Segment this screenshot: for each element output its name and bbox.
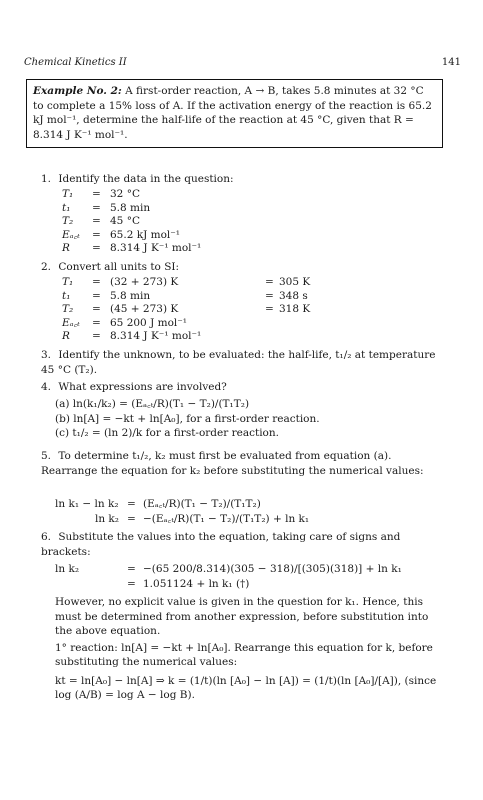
equation-rhs: (Eₐ꜀ₜ/R)(T₁ − T₂)/(T₁T₂) bbox=[143, 498, 261, 510]
equation-lhs: ln k₂ bbox=[94, 512, 119, 525]
symbol: Eₐ꜀ₜ bbox=[62, 316, 80, 329]
value: 65.2 kJ mol⁻¹ bbox=[110, 228, 181, 241]
equals: = bbox=[92, 228, 101, 241]
equals: = bbox=[265, 276, 274, 288]
example-text: A first-order reaction, A → B, takes 5.8 minutes at 32 °C to complete a 15% loss of A. If the activation energy of the reaction is 65.2 kJ mol⁻¹, determine the half-life of the reaction at 45 °C, given that R = 8.314 J K⁻¹ mol⁻¹. bbox=[33, 85, 432, 141]
result: 318 K bbox=[279, 303, 311, 315]
example-label: Example No. 2: bbox=[33, 85, 122, 97]
rearranged-equations bbox=[55, 497, 447, 526]
data-row bbox=[62, 290, 349, 304]
example-box bbox=[26, 79, 443, 148]
data-row bbox=[62, 229, 265, 243]
value: 65 200 J mol⁻¹ bbox=[110, 316, 188, 329]
symbol: R bbox=[62, 242, 70, 254]
value: (32 + 273) K bbox=[110, 276, 179, 288]
data-row bbox=[62, 303, 349, 317]
equation-row bbox=[55, 497, 447, 512]
result: 305 K bbox=[279, 276, 311, 288]
symbol: T₁ bbox=[62, 276, 74, 288]
step-number: 5. bbox=[41, 450, 52, 462]
symbol: T₂ bbox=[62, 303, 74, 315]
step-number: 1. bbox=[41, 173, 52, 185]
step-number: 4. bbox=[41, 381, 52, 393]
value: 32 °C bbox=[110, 188, 140, 200]
equation-row bbox=[55, 512, 447, 527]
result: 348 s bbox=[279, 289, 308, 302]
equals: = bbox=[127, 563, 136, 575]
paragraph: However, no explicit value is given in the question for k₁. Hence, this must be determined from another expression, before substitution into the above equation. bbox=[55, 596, 429, 637]
step-text: What expressions are involved? bbox=[58, 381, 227, 393]
running-header bbox=[24, 57, 461, 68]
symbol: T₁ bbox=[62, 188, 74, 200]
substitution bbox=[55, 562, 447, 703]
equation-rhs: −(Eₐ꜀ₜ/R)(T₁ − T₂)/(T₁T₂) + ln k₁ bbox=[143, 512, 310, 525]
value: (45 + 273) K bbox=[110, 303, 179, 315]
step-number: 2. bbox=[41, 261, 52, 273]
step-5 bbox=[41, 449, 446, 478]
step-1 bbox=[41, 172, 446, 187]
equals: = bbox=[92, 188, 101, 200]
expression-b: (b) ln[A] = −kt + ln[A₀], for a first-order reaction. bbox=[55, 412, 320, 425]
expression-c: (c) t₁/₂ = (ln 2)/k for a first-order reaction. bbox=[55, 427, 279, 439]
data-row bbox=[62, 202, 265, 216]
step-text: To determine t₁/₂, k₂ must first be evaluated from equation (a). Rearrange the equation for k₂ before substituting the numerical values: bbox=[41, 450, 424, 477]
equals: = bbox=[92, 289, 101, 302]
data-row bbox=[62, 330, 349, 344]
data-table bbox=[62, 188, 265, 256]
equals: = bbox=[92, 276, 101, 288]
step-3 bbox=[41, 348, 446, 377]
equals: = bbox=[265, 289, 274, 302]
symbol: t₁ bbox=[62, 289, 71, 302]
step-text: Identify the data in the question: bbox=[58, 173, 234, 185]
equation-row bbox=[55, 562, 447, 577]
equals: = bbox=[127, 498, 136, 510]
data-row bbox=[62, 215, 265, 229]
step-4 bbox=[41, 380, 446, 395]
equals: = bbox=[92, 330, 101, 342]
equals: = bbox=[92, 215, 101, 227]
step-text: Convert all units to SI: bbox=[58, 261, 180, 273]
symbol: Eₐ꜀ₜ bbox=[62, 228, 80, 241]
symbol: R bbox=[62, 330, 70, 342]
equation-lhs bbox=[55, 577, 127, 592]
step-text: Identify the unknown, to be evaluated: the half-life, t₁/₂ at temperature 45 °C (T₂). bbox=[41, 349, 436, 376]
si-table bbox=[62, 276, 349, 344]
step-number: 3. bbox=[41, 349, 52, 361]
step-text: Substitute the values into the equation, taking care of signs and brackets: bbox=[41, 531, 401, 558]
symbol: T₂ bbox=[62, 215, 74, 227]
symbol: t₁ bbox=[62, 201, 71, 214]
data-row bbox=[62, 317, 349, 331]
paragraph: 1° reaction: ln[A] = −kt + ln[A₀]. Rearrange this equation for k, before substituting the numerical values: bbox=[55, 641, 433, 668]
expression-a: (a) ln(k₁/k₂) = (Eₐ꜀ₜ/R)(T₁ − T₂)/(T₁T₂) bbox=[55, 398, 250, 410]
value: 8.314 J K⁻¹ mol⁻¹ bbox=[110, 330, 202, 342]
equation-lhs: ln k₂ bbox=[55, 563, 80, 575]
data-row bbox=[62, 276, 349, 290]
value: 45 °C bbox=[110, 215, 140, 227]
page-number: 141 bbox=[441, 57, 461, 68]
expression-list bbox=[55, 397, 447, 441]
chapter-title: Chemical Kinetics II bbox=[24, 57, 127, 68]
equals: = bbox=[265, 303, 274, 315]
step-number: 6. bbox=[41, 531, 52, 543]
equals: = bbox=[92, 242, 101, 254]
value: 8.314 J K⁻¹ mol⁻¹ bbox=[110, 242, 202, 254]
equals: = bbox=[127, 512, 136, 525]
step-2 bbox=[41, 260, 446, 275]
value: 5.8 min bbox=[110, 289, 151, 302]
paragraph: kt = ln[A₀] − ln[A] ⇒ k = (1/t)(ln [A₀] − ln [A]) = (1/t)(ln [A₀]/[A]), (since log (A/B) = log A − log B). bbox=[55, 674, 437, 701]
value: 5.8 min bbox=[110, 201, 151, 214]
data-row bbox=[62, 242, 265, 256]
equation-rhs: −(65 200/8.314)(305 − 318)/[(305)(318)] + ln k₁ bbox=[143, 563, 402, 575]
equals: = bbox=[92, 201, 101, 214]
step-6 bbox=[41, 530, 446, 559]
equation-row bbox=[55, 577, 447, 592]
data-row bbox=[62, 188, 265, 202]
equation-lhs: ln k₁ − ln k₂ bbox=[55, 498, 119, 510]
equals: = bbox=[127, 577, 136, 590]
equals: = bbox=[92, 303, 101, 315]
equation-rhs: 1.051124 + ln k₁ (†) bbox=[143, 577, 250, 590]
equals: = bbox=[92, 316, 101, 329]
